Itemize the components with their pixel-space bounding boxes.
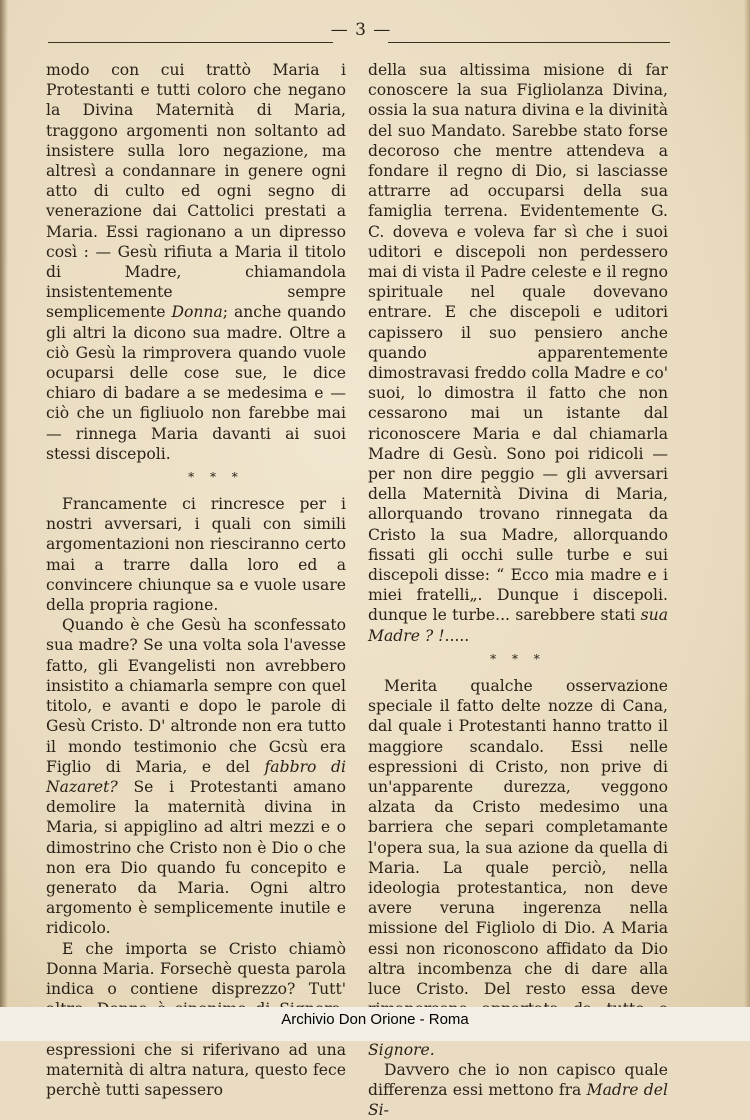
right-p3-text: Davvero che io non capisco quale differenza essi mettono fra (368, 1060, 668, 1099)
right-p1-end: ..... (444, 626, 470, 645)
right-paragraph-1 (368, 60, 668, 646)
right-p2-text: Merita qualche osservazione speciale il fatto delte nozze di Cana, dal quale i Protestanti hanno tratto il maggiore scandalo. Essi nelle espressioni di Cristo, non prive di un'apparente durezza, veggono alzata da Cristo medesimo una barriera che separi completamante l'opera sua, la sua azione da quella di Maria. La quale perciò, nella ideologia protestantica, non deve avere veruna ingerenza nella missione del Figliolo di Dio. A Maria essi non riconoscono affidato da Dio altra incombenza che di dare alla luce Cristo. Del resto essa deve (368, 676, 668, 998)
right-p2-italic: Signore. (368, 1040, 435, 1059)
section-separator-right: * * * (490, 651, 546, 666)
section-separator-left: * * * (188, 470, 244, 485)
left-p1-italic: Donna (171, 303, 223, 322)
right-p3-italic: Madre del Si- (368, 1080, 668, 1120)
left-paragraph-4: E che importa se Cristo chiamò Donna Maria. Forsechè questa parola indica o contiene disprezzo? Tutt' espressioni che si riferivano ad una maternità di altra natura, questo fece perchè tutti sapessero (46, 939, 346, 1099)
page-edge-left (0, 0, 8, 1041)
left-p3-end: Se i Protestanti amano demolire la maternità divina in Maria, si appiglino ad altri mezzi e o dimostrino che Cristo non è Dio o che non era Dio quando fu concepito e generato da Maria. Ogni altro argomento è semplicemente inutile e ridicolo. (46, 777, 346, 938)
left-p1-end: ; anche quando gli altri la dicono sua madre. Oltre a ciò Gesù la rimprovera quando vuole ocuparsi delle cose sue, le dice chiaro di badare a se medesima e — ciò che un figliuolo non farebbe mai — rinnega Maria davanti ai suoi stessi discepoli. (46, 303, 346, 463)
right-p1-italic: sua Madre ? ! (368, 606, 668, 645)
header-rule-left (48, 42, 333, 43)
header-rule-right (388, 42, 670, 43)
left-paragraph-2: Francamente ci rincresce per i nostri avversari, i quali con simili argomentazioni non riesciranno certo mai a trarre dalla loro ed a convincere chiunque sa e vuole usare della propria ragione. (46, 495, 346, 615)
left-p3-italic: fabbro di Nazaret? (46, 757, 346, 796)
right-p1-text: della sua altissima misione di far conoscere la sua Figliolanza Divina, ossia la sua natura divina e la divinità del suo Mandato. Sarebbe stato forse decoroso che mentre attendeva a fondare il regno di Dio, si lasciasse attrarre ad occuparsi della sua famiglia terrena. Evidentemente G. C. doveva e voleva far sì che i suoi uditori e discepoli non perdessero mai di vista il Padre celeste e il regno spirituale nel quale dovevano entrare. E che discepoli e uditori capissero il suo pensiero anche quando apparentemente dimostravasi freddo colla Madre e co' suoi, lo dimostra il fatto che non cessarono mai un istante dal riconoscere Maria e dal chiamarla Madre di Gesù. Sono poi ridicoli — per non dire peggio — gli avversari della Maternità Divina di Maria, allorquando trovano rinnegata da Cristo la sua Madre, allorquando fissati gli occhi sulle turbe e sui discepoli disse: “ Ecco mia madre e i miei fratelli„. Dunque i discepoli. dunque le turbe... sarebbere stati (368, 61, 668, 625)
left-column (46, 60, 346, 1100)
left-paragraph-1 (46, 60, 346, 464)
right-paragraph-2 (368, 676, 668, 1060)
left-p1-text: modo con cui trattò Maria i Protestanti e tutti coloro che negano la Divina Maternità di Maria, traggono argomenti non soltanto ad insistere sulla loro negazione, ma altresì a condannare in genere ogni atto di culto ed ogni segno di venerazione dai Cattolici prestati a Maria. Essi ragionano a un dipresso così : — Gesù rifiuta a Maria il titolo di Madre, chiamandola insistentemente sempre semplicemente (46, 61, 346, 322)
right-column (368, 60, 668, 1120)
page-number: — 3 — (330, 20, 392, 40)
archive-label: Archivio Don Orione - Roma (281, 1011, 469, 1028)
left-p3-text: Quando è che Gesù ha sconfessato sua madre? Se una volta sola l'avesse fatto, gli Evangelisti non avrebbero insistito a chiamarla sempre con quel titolo, e avanti e dopo le parole di Gesù Cristo. D' altronde non era tutto il mondo testimonio che Gcsù era Figlio di Maria, e del (46, 616, 346, 776)
left-paragraph-3 (46, 615, 346, 938)
right-paragraph-3 (368, 1060, 668, 1120)
page-edge-right (744, 0, 750, 1041)
